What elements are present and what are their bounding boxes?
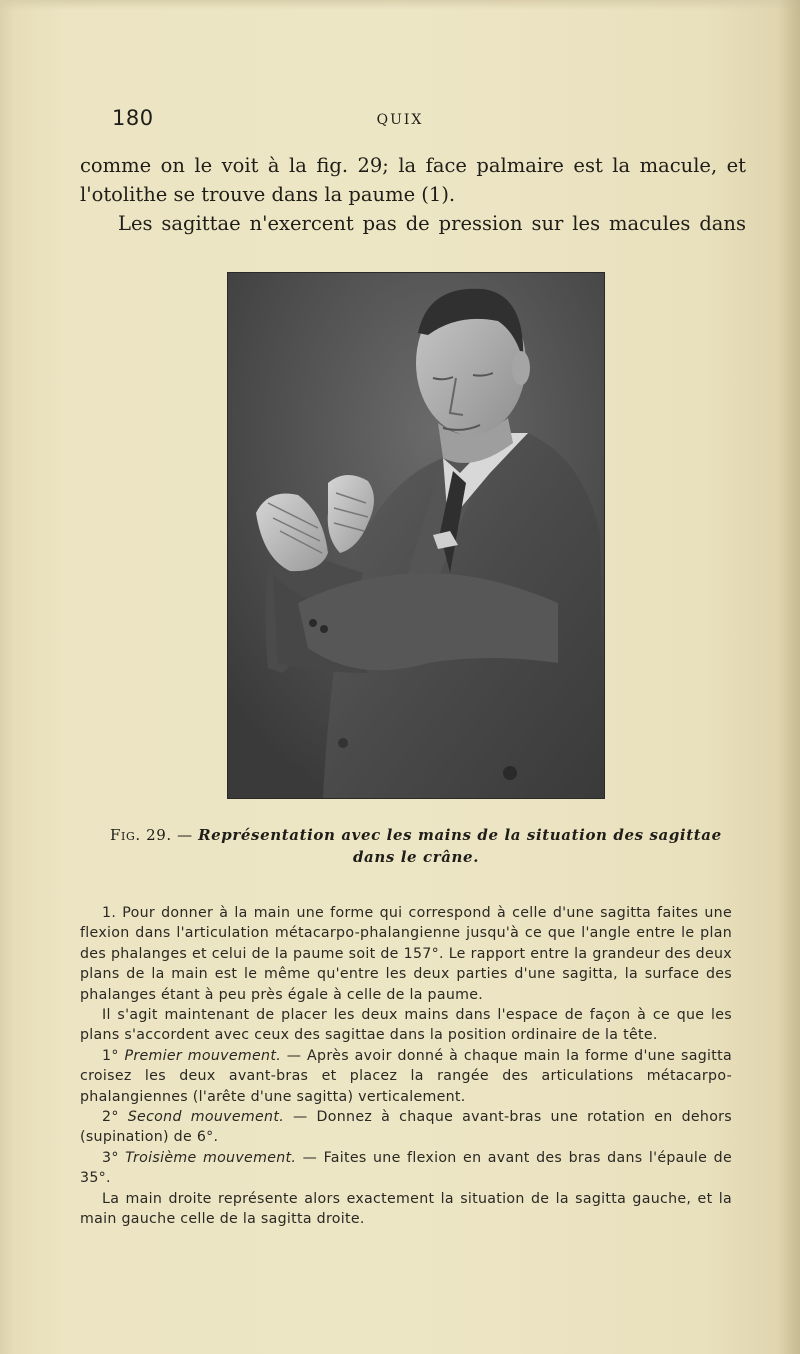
page-top-edge <box>0 0 800 10</box>
step-title: Troisième mouvement. <box>125 1149 297 1166</box>
footnote-paragraph: La main droite représente alors exactement la situation de la sagitta gauche, et la main gauche celle de la sagitta droite. <box>80 1190 732 1228</box>
photo-illustration <box>228 273 604 798</box>
step-text: — Donnez à chaque avant-bras une rotation en dehors (supination) de 6°. <box>80 1109 732 1146</box>
footnote-step-3 <box>80 1148 732 1189</box>
caption-title-continued: dans le crâne. <box>352 848 480 866</box>
step-text: — Faites une flexion en avant des bras dans l'épaule de 35°. <box>80 1149 732 1187</box>
text-line: Les sagittae n'exercent pas de pression sur les macules dans <box>118 212 746 235</box>
figure-label: Fig. 29. <box>110 826 172 844</box>
caption-dash: — <box>171 826 199 844</box>
step-number: 3° <box>102 1149 126 1166</box>
step-title: Second mouvement. <box>127 1109 285 1126</box>
page-left-edge <box>0 0 14 1354</box>
step-number: 2° <box>102 1109 128 1126</box>
text-line: comme on le voit à la fig. 29; la face palmaire est la macule, et <box>80 154 746 177</box>
caption-title: Représentation avec les mains de la situation des sagittae <box>198 826 722 844</box>
step-title: Premier mouvement. <box>124 1047 282 1064</box>
step-text: — Après avoir donné à chaque main la forme d'une sagitta croisez les deux avant-bras et placez la rangée des articulations métacarpo-phalangiennes (l'arête d'une sagitta) verticalement. <box>80 1047 732 1105</box>
step-number: 1° <box>102 1047 125 1064</box>
page-number: 180 <box>112 106 154 130</box>
footnote <box>80 903 732 1230</box>
footnote-paragraph: 1. Pour donner à la main une forme qui correspond à celle d'une sagitta faites une flexion dans l'articulation métacarpo-phalangienne jusqu'à ce que l'angle entre le plan des phalanges et celui de la paume soit de 157°. Le rapport entre la grandeur des deux plans de la main est le même qu'entre les deux parties d'une sagitta, la surface des phalanges étant à peu près égale à celle de la paume. <box>80 905 732 1003</box>
footnote-step-2 <box>80 1107 732 1148</box>
text-line: l'otolithe se trouve dans la paume (1). <box>80 183 456 206</box>
page-right-edge <box>778 0 800 1354</box>
top-paragraph <box>80 151 746 238</box>
figure-caption <box>110 824 722 868</box>
running-head: QUIX <box>376 112 424 128</box>
footnote-paragraph: Il s'agit maintenant de placer les deux mains dans l'espace de façon à ce que les plans s'accordent avec ceux des sagittae dans la position ordinaire de la tête. <box>80 1007 732 1044</box>
figure-photograph <box>227 272 605 799</box>
footnote-step-1 <box>80 1046 732 1107</box>
